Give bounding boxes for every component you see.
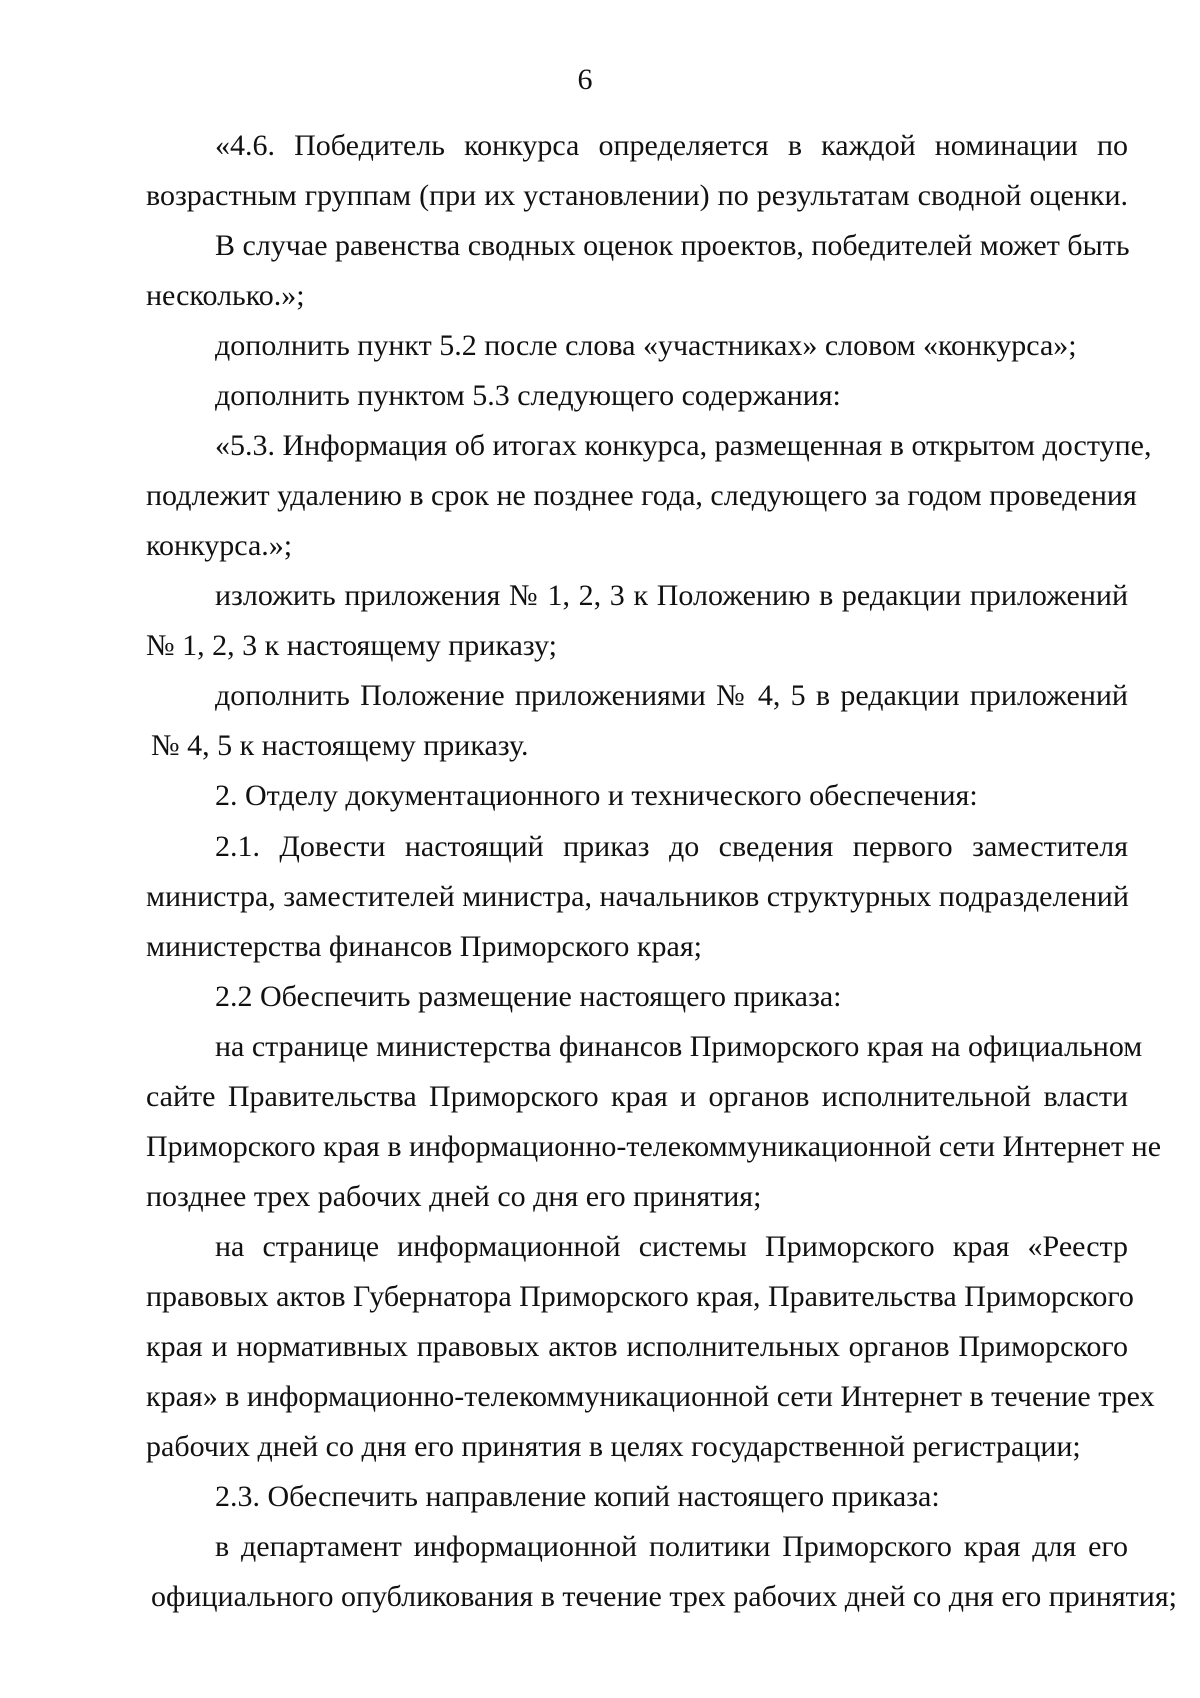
text-line: рабочих дней со дня его принятия в целях государственной регистрации; xyxy=(146,1430,1081,1463)
text-line: на странице министерства финансов Приморского края на официальном xyxy=(215,1030,1143,1063)
text-line: 2.3. Обеспечить направление копий настоящего приказа: xyxy=(215,1480,940,1513)
text-line: № 1, 2, 3 к настоящему приказу; xyxy=(146,629,557,662)
text-line: несколько.»; xyxy=(146,279,305,312)
page-number: 6 xyxy=(577,63,593,96)
text-line: 2. Отделу документационного и технического обеспечения: xyxy=(215,779,978,812)
text-line: «5.3. Информация об итогах конкурса, размещенная в открытом доступе, xyxy=(215,429,1152,462)
text-line: изложить приложения № 1, 2, 3 к Положению в редакции приложений xyxy=(215,579,1128,612)
text-line: края» в информационно-телекоммуникационной сети Интернет в течение трех xyxy=(146,1380,1155,1413)
text-line: официального опубликования в течение трех рабочих дней со дня его принятия; xyxy=(151,1580,1177,1613)
text-line: дополнить Положение приложениями № 4, 5 в редакции приложений xyxy=(215,679,1128,712)
text-line: правовых актов Губернатора Приморского края, Правительства Приморского xyxy=(146,1280,1134,1313)
text-line: сайте Правительства Приморского края и органов исполнительной власти xyxy=(146,1080,1128,1113)
text-line: 2.2 Обеспечить размещение настоящего приказа: xyxy=(215,980,842,1013)
text-line: министра, заместителей министра, начальников структурных подразделений xyxy=(146,880,1129,913)
text-line: в департамент информационной политики Приморского края для его xyxy=(215,1530,1128,1563)
text-line: возрастным группам (при их установлении) по результатам сводной оценки. xyxy=(146,179,1128,212)
text-line: В случае равенства сводных оценок проектов, победителей может быть xyxy=(215,229,1130,262)
text-line: 2.1. Довести настоящий приказ до сведения первого заместителя xyxy=(215,830,1128,863)
text-line: дополнить пунктом 5.3 следующего содержания: xyxy=(215,379,841,412)
text-line: края и нормативных правовых актов исполнительных органов Приморского xyxy=(146,1330,1128,1363)
text-line: конкурса.»; xyxy=(146,529,293,562)
text-line: № 4, 5 к настоящему приказу. xyxy=(151,729,529,762)
text-line: Приморского края в информационно-телекоммуникационной сети Интернет не xyxy=(146,1130,1162,1163)
text-line: министерства финансов Приморского края; xyxy=(146,930,702,963)
text-line: на странице информационной системы Приморского края «Реестр xyxy=(215,1230,1128,1263)
text-line: позднее трех рабочих дней со дня его принятия; xyxy=(146,1180,762,1213)
text-line: дополнить пункт 5.2 после слова «участниках» словом «конкурса»; xyxy=(215,329,1077,362)
text-line: «4.6. Победитель конкурса определяется в каждой номинации по xyxy=(215,129,1128,162)
text-line: подлежит удалению в срок не позднее года, следующего за годом проведения xyxy=(146,479,1137,512)
